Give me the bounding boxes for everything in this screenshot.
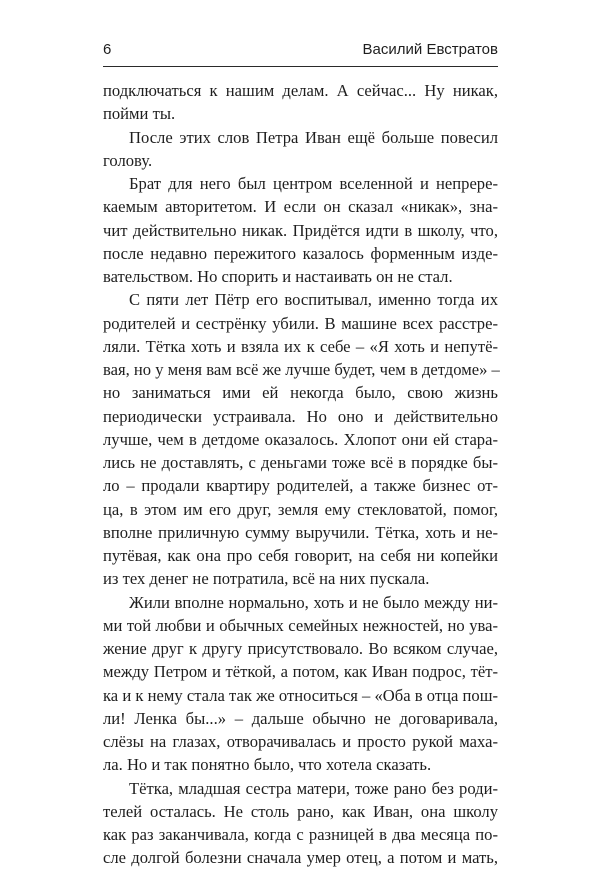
text-line: ляли. Тётка хоть и взяла их к себе – «Я хоть и непутё-	[103, 336, 498, 356]
text-line: Брат для него был центром вселенной и непрере-	[129, 174, 498, 193]
running-head-author: Василий Евстратов	[362, 41, 498, 58]
text-line: вая, но у меня вам всё же лучше будет, чем в детдоме» –	[103, 360, 500, 379]
text-line: ли! Ленка бы...» – дальше обычно не договаривала,	[103, 708, 498, 728]
text-line: Тётка, младшая сестра матери, тоже рано без роди-	[129, 778, 498, 798]
text-line: подключаться к нашим делам. А сейчас... Ну никак,	[103, 81, 498, 100]
text-line: вательством. Но спорить и настаивать он не стал.	[103, 267, 453, 286]
text-line: каемым авторитетом. И если он сказал «никак», зна-	[103, 197, 498, 217]
text-line: лись не доставлять, с деньгами тоже всё в порядке бы-	[103, 453, 498, 472]
text-line: ло – продали квартиру родителей, а также бизнес от-	[103, 476, 498, 496]
running-header	[103, 36, 498, 67]
text-line: родителей и сестрёнку убили. В машине всех расстре-	[103, 313, 498, 333]
text-line: но заниматься ими ей некогда было, свою жизнь	[103, 383, 498, 403]
text-line: жение друг к другу присутствовало. Во всяком случае,	[103, 639, 498, 658]
text-line: вполне приличную сумму выручили. Тётка, хоть и не-	[103, 522, 498, 542]
text-line: лучше, чем в детдоме оказалось. Хлопот они ей стара-	[103, 429, 498, 449]
text-line: ла. Но и так понятно было, что хотела сказать.	[103, 755, 432, 775]
text-line: как раз заканчивала, когда с разницей в два месяца по-	[103, 825, 498, 844]
text-line: из тех денег не потратила, всё на них пускала.	[103, 569, 430, 589]
text-line: между Петром и тёткой, а потом, как Иван подрос, тёт-	[103, 662, 498, 682]
page-number: 6	[103, 41, 112, 58]
body-text	[103, 79, 498, 870]
text-line: ца, в этом им его друг, земля ему стекловатой, помог,	[103, 499, 498, 519]
text-line: после недавно пережитого казалось форменным изде-	[103, 243, 498, 263]
text-line: После этих слов Петра Иван ещё больше повесил	[129, 127, 498, 147]
text-line: ка и к нему стала так же относиться – «Оба в отца пош-	[103, 685, 498, 705]
text-line: С пяти лет Пётр его воспитывал, именно тогда их	[129, 290, 498, 310]
text-line: сле долгой болезни сначала умер отец, а потом и мать,	[103, 848, 498, 868]
text-line: голову.	[103, 150, 153, 170]
text-line: пойми ты.	[103, 104, 176, 124]
text-line: периодически устраивала. Но оно и действительно	[103, 406, 498, 426]
text-line: телей осталась. Не столь рано, как Иван, она школу	[103, 801, 498, 821]
text-line: слёзы на глазах, отворачивалась и просто рукой маха-	[103, 732, 498, 751]
text-line: путёвая, как она про себя говорит, на себя ни копейки	[103, 546, 498, 565]
text-line: Жили вполне нормально, хоть и не было между ни-	[129, 592, 498, 612]
text-line: ми той любви и обычных семейных нежностей, но ува-	[103, 615, 498, 635]
text-line: чит действительно никак. Придётся идти в школу, что,	[103, 220, 498, 240]
